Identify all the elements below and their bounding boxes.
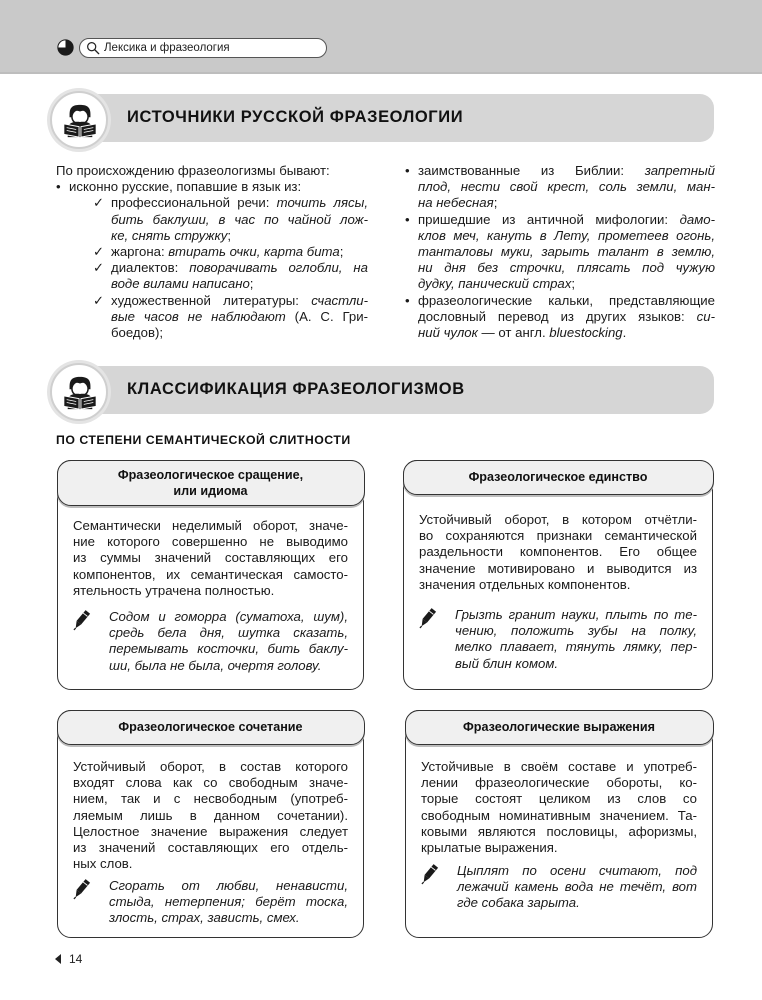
example-line: средь бела дня, шутка сказать, [109,625,348,641]
description-line: Семантически неделимый оборот, значе- [73,518,348,533]
description-line: из значений составляющих его отдель- [73,840,348,856]
section-header-classification [50,365,714,417]
sources-left-column [56,163,368,341]
borrowed-source-item [405,212,715,293]
native-source-item [93,260,368,292]
search-icon [86,41,100,55]
text-line: танталовы муки, зарыть талант в землю, [418,244,715,260]
text-line: дословный перевод из других языков: си- [418,308,715,324]
reader-icon [61,374,99,412]
card-title: Фразеологическое сочетание [57,710,365,745]
description-line: ных слов. [73,856,133,872]
card-example [73,878,348,927]
description-line: раздельности компонентов. Его общее [419,544,697,560]
description-line: во сохраняются признаки семантической [419,528,697,544]
example-line: перемывать косточки, бить баклу- [109,641,348,657]
description-line: Целостное значение выражения следует [73,823,348,839]
example-line: ши, была не была, очертя голову. [109,657,322,673]
description-line: ляемым лишь в данном сочетании). [73,807,348,823]
description-line: ние которого совершенно не выводимо [73,534,348,550]
example-line: Содом и гоморра (суматоха, шум), [109,609,348,624]
pie-chart-icon [57,39,74,56]
card-expressions [405,710,713,938]
example-line: злость, страх, зависть, смех. [109,910,300,926]
top-bar [0,0,762,74]
description-line: компонентов, их семантическая самосто- [73,566,348,582]
example-line: лежачий камень вода не течёт, вот [457,879,697,895]
check-icon: ✓ [93,260,105,276]
page-number: 14 [55,952,82,966]
check-icon: ✓ [93,244,105,260]
search-text: Лексика и фразеология [104,42,230,54]
borrowed-sources-list [405,163,715,341]
borrowed-source-item [405,163,715,212]
description-line: значение мотивировано и выводится из [419,560,697,576]
card-title: Фразеологическое сращение, или идиома [57,460,365,506]
reader-icon [61,102,99,140]
example-line: Сгорать от любви, ненависти, [109,878,348,893]
description-line: торые состоят целиком из слов со [421,791,697,807]
card-title: Фразеологическое единство [403,460,714,495]
native-source-item [93,293,368,342]
description-line: Устойчивые в своём составе и употреб- [421,759,697,774]
section-header-sources [50,93,714,145]
check-icon: ✓ [93,292,105,308]
page-arrow-icon [55,954,61,964]
bullet-native: • исконно русские, попавшие в язык из: [56,179,368,195]
text-line: ни дня без строчки, плясать под чужую [418,260,715,276]
text-line: • фразеологические кальки, представляющие [418,292,715,308]
card-description [419,512,697,593]
text-line: профессиональной речи: точить лясы, [111,195,368,211]
text-line: воде вилами написано; [111,276,254,292]
text-line: клов меч, кануть в Лету, прометеев огонь, [418,227,715,243]
section-title: ИСТОЧНИКИ РУССКОЙ ФРАЗЕОЛОГИИ [127,108,464,126]
text-line: жаргона: втирать очки, карта бита; [111,244,344,260]
text-line: ний чулок — от англ. bluestocking. [418,325,627,341]
example-line: стыда, нетерпения; берёт тоска, [109,894,348,910]
card-example [419,607,697,672]
description-line: Устойчивый оборот, в состав которого [73,759,348,774]
borrowed-source-item [405,293,715,342]
description-line: ятельность утрачена полностью. [73,582,275,598]
description-line: свободным номинативным значением. Та- [421,807,697,823]
description-line: крылатые выражения. [421,840,558,856]
intro-text: По происхождению фразеологизмы бывают: [56,163,330,178]
text-line: боедов); [111,325,164,341]
card-unity [403,460,713,690]
pen-icon [73,609,91,631]
text-line: плод, нести свой крест, соль земли, ман- [418,179,715,195]
pen-icon [419,607,437,629]
text-line: диалектов: поворачивать оглобли, на [111,260,368,276]
text-line: дудку, панический страх; [418,276,576,292]
description-line: значения отдельных компонентов. [419,576,631,592]
description-line: ковыми являются пословицы, афоризмы, [421,823,697,839]
card-combination [57,710,364,938]
text-line: ке, снять стружку; [111,227,232,243]
search-box[interactable] [79,38,327,58]
example-line: мелко плавает, тянуть лямку, пер- [455,639,697,655]
text-line: • пришедшие из античной мифологии: дамо- [418,211,715,227]
check-icon: ✓ [93,195,105,211]
card-description [421,759,697,856]
description-line: из суммы значений составляющих его [73,550,348,566]
card-description [73,759,348,872]
pen-icon [73,878,91,900]
pen-icon [421,863,439,885]
sources-right-column [405,163,715,341]
text-line: на небесная; [418,195,498,211]
example-line: Цыплят по осени считают, под [457,863,697,878]
native-sources-list [93,195,368,341]
example-line: Грызть гранит науки, плыть по те- [455,607,697,622]
native-source-item [93,244,368,260]
section-title: КЛАССИФИКАЦИЯ ФРАЗЕОЛОГИЗМОВ [127,380,465,398]
description-line: входят слова как со свободным значе- [73,775,348,791]
card-example [421,863,697,912]
card-idiom [57,460,364,690]
example-line: вый блин комом. [455,655,559,671]
card-title: Фразеологические выражения [405,710,714,745]
example-line: где собака зарыта. [457,895,580,911]
card-example [73,609,348,674]
description-line: лении фразеологические обороты, ко- [421,775,697,791]
text-line: вые часов не наблюдают (А. С. Гри- [111,308,368,324]
classification-subheading: ПО СТЕПЕНИ СЕМАНТИЧЕСКОЙ СЛИТНОСТИ [56,433,351,447]
text-line: художественной литературы: счастли- [111,292,368,308]
native-source-item [93,195,368,244]
description-line: нием, так и с несвободным (употреб- [73,791,348,807]
card-description [73,518,348,599]
text-line: • заимствованные из Библии: запретный [418,163,715,178]
description-line: Устойчивый оборот, в котором отчётли- [419,512,697,527]
text-line: бить баклуши, в час по чайной лож- [111,211,368,227]
example-line: чению, положить зубы на полку, [455,623,697,639]
